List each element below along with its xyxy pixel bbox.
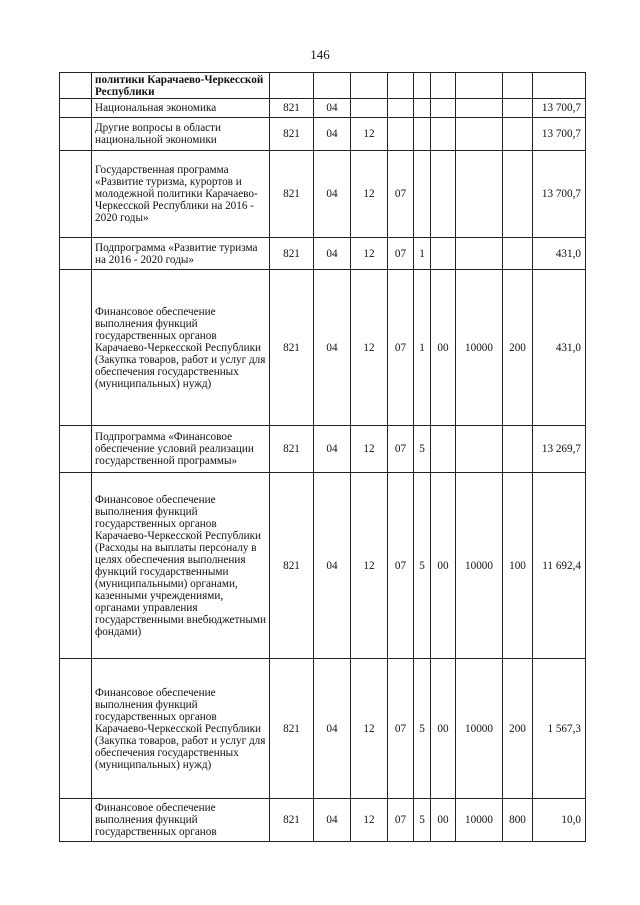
row-pr-cell: 12	[351, 426, 388, 473]
row-subprogram-cell	[414, 99, 431, 118]
row-program-cell: 07	[388, 151, 414, 238]
row-amount-cell: 11 692,4	[533, 473, 586, 659]
row-expense-type-cell: 100	[503, 473, 533, 659]
row-margin-cell	[60, 659, 92, 799]
row-amount-cell: 10,0	[533, 799, 586, 842]
row-margin-cell	[60, 238, 92, 270]
row-expense-type-cell	[503, 151, 533, 238]
row-subprogram-cell: 1	[414, 270, 431, 426]
row-margin-cell	[60, 99, 92, 118]
row-subprogram-cell	[414, 151, 431, 238]
row-expense-type-cell: 200	[503, 270, 533, 426]
row-name-cell: Государственная программа «Развитие туризма, курортов и молодежной политики Карачаево-Черкесской Республики на 2016 - 2020 годы»	[92, 151, 270, 238]
row-direction-cell: 10000	[456, 659, 503, 799]
row-pr-cell: 12	[351, 151, 388, 238]
row-margin-cell	[60, 473, 92, 659]
row-expense-type-cell	[503, 118, 533, 151]
row-rz-cell: 04	[314, 473, 351, 659]
row-ved-cell	[270, 73, 314, 99]
row-subprogram-cell: 1	[414, 238, 431, 270]
table-row	[60, 799, 586, 842]
row-amount-cell: 431,0	[533, 270, 586, 426]
row-direction-cell: 10000	[456, 799, 503, 842]
row-expense-type-cell: 200	[503, 659, 533, 799]
row-name-cell: Финансовое обеспечение выполнения функций государственных органов	[92, 799, 270, 842]
row-ved-cell: 821	[270, 118, 314, 151]
table-row	[60, 426, 586, 473]
row-event-cell: 00	[431, 473, 456, 659]
row-program-cell	[388, 99, 414, 118]
row-rz-cell: 04	[314, 99, 351, 118]
row-margin-cell	[60, 118, 92, 151]
table-row	[60, 99, 586, 118]
row-event-cell	[431, 238, 456, 270]
row-name-cell: политики Карачаево-Черкесской Республики	[92, 73, 270, 99]
row-pr-cell: 12	[351, 270, 388, 426]
row-amount-cell: 13 700,7	[533, 151, 586, 238]
row-expense-type-cell	[503, 73, 533, 99]
budget-table	[59, 72, 586, 842]
row-direction-cell	[456, 118, 503, 151]
table-row	[60, 118, 586, 151]
row-direction-cell	[456, 426, 503, 473]
table-row	[60, 151, 586, 238]
row-rz-cell: 04	[314, 659, 351, 799]
row-name-cell: Финансовое обеспечение выполнения функций государственных органов Карачаево-Черкесской Республики (Закупка товаров, работ и услуг для обеспечения государственных (муниципальных) нужд)	[92, 659, 270, 799]
row-ved-cell: 821	[270, 799, 314, 842]
row-amount-cell: 1 567,3	[533, 659, 586, 799]
row-margin-cell	[60, 73, 92, 99]
row-rz-cell	[314, 73, 351, 99]
table-body	[60, 73, 586, 842]
row-name-cell: Финансовое обеспечение выполнения функций государственных органов Карачаево-Черкесской Республики (Расходы на выплаты персоналу в целях обеспечения выполнения функций государственными (муниципальными) органами, казенными учреждениями, органами управления государственными внебюджетными фондами)	[92, 473, 270, 659]
row-expense-type-cell	[503, 99, 533, 118]
row-program-cell: 07	[388, 238, 414, 270]
row-name-cell: Финансовое обеспечение выполнения функций государственных органов Карачаево-Черкесской Республики (Закупка товаров, работ и услуг для обеспечения государственных (муниципальных) нужд)	[92, 270, 270, 426]
row-expense-type-cell	[503, 426, 533, 473]
row-pr-cell: 12	[351, 238, 388, 270]
row-direction-cell	[456, 238, 503, 270]
row-amount-cell: 13 700,7	[533, 118, 586, 151]
row-program-cell: 07	[388, 659, 414, 799]
row-amount-cell	[533, 73, 586, 99]
row-subprogram-cell	[414, 73, 431, 99]
row-expense-type-cell	[503, 238, 533, 270]
row-ved-cell: 821	[270, 270, 314, 426]
row-subprogram-cell: 5	[414, 426, 431, 473]
row-ved-cell: 821	[270, 473, 314, 659]
row-ved-cell: 821	[270, 238, 314, 270]
row-pr-cell	[351, 99, 388, 118]
row-name-cell: Подпрограмма «Развитие туризма на 2016 - 2020 годы»	[92, 238, 270, 270]
row-direction-cell	[456, 73, 503, 99]
row-event-cell	[431, 73, 456, 99]
row-ved-cell: 821	[270, 659, 314, 799]
row-margin-cell	[60, 151, 92, 238]
row-event-cell	[431, 99, 456, 118]
row-event-cell	[431, 151, 456, 238]
row-name-cell: Подпрограмма «Финансовое обеспечение условий реализации государственной программы»	[92, 426, 270, 473]
row-subprogram-cell: 5	[414, 473, 431, 659]
row-subprogram-cell: 5	[414, 659, 431, 799]
row-program-cell: 07	[388, 426, 414, 473]
row-expense-type-cell: 800	[503, 799, 533, 842]
row-pr-cell: 12	[351, 473, 388, 659]
row-amount-cell: 13 700,7	[533, 99, 586, 118]
row-rz-cell: 04	[314, 270, 351, 426]
row-ved-cell: 821	[270, 426, 314, 473]
row-event-cell: 00	[431, 270, 456, 426]
row-event-cell	[431, 426, 456, 473]
row-amount-cell: 431,0	[533, 238, 586, 270]
row-program-cell	[388, 118, 414, 151]
row-direction-cell: 10000	[456, 473, 503, 659]
row-direction-cell	[456, 151, 503, 238]
row-rz-cell: 04	[314, 118, 351, 151]
row-pr-cell: 12	[351, 118, 388, 151]
row-program-cell: 07	[388, 270, 414, 426]
row-direction-cell: 10000	[456, 270, 503, 426]
row-program-cell	[388, 73, 414, 99]
row-ved-cell: 821	[270, 151, 314, 238]
row-ved-cell: 821	[270, 99, 314, 118]
row-event-cell	[431, 118, 456, 151]
row-margin-cell	[60, 270, 92, 426]
row-event-cell: 00	[431, 799, 456, 842]
table-row	[60, 73, 586, 99]
page-number: 146	[310, 47, 330, 62]
table-row	[60, 270, 586, 426]
row-rz-cell: 04	[314, 238, 351, 270]
table-row	[60, 473, 586, 659]
row-name-cell: Национальная экономика	[92, 99, 270, 118]
row-subprogram-cell	[414, 118, 431, 151]
row-pr-cell	[351, 73, 388, 99]
row-rz-cell: 04	[314, 426, 351, 473]
row-margin-cell	[60, 799, 92, 842]
table-row	[60, 238, 586, 270]
row-program-cell: 07	[388, 473, 414, 659]
row-subprogram-cell: 5	[414, 799, 431, 842]
row-rz-cell: 04	[314, 799, 351, 842]
row-direction-cell	[456, 99, 503, 118]
row-rz-cell: 04	[314, 151, 351, 238]
row-event-cell: 00	[431, 659, 456, 799]
row-program-cell: 07	[388, 799, 414, 842]
row-pr-cell: 12	[351, 799, 388, 842]
row-name-cell: Другие вопросы в области национальной экономики	[92, 118, 270, 151]
row-margin-cell	[60, 426, 92, 473]
row-pr-cell: 12	[351, 659, 388, 799]
table-row	[60, 659, 586, 799]
row-amount-cell: 13 269,7	[533, 426, 586, 473]
